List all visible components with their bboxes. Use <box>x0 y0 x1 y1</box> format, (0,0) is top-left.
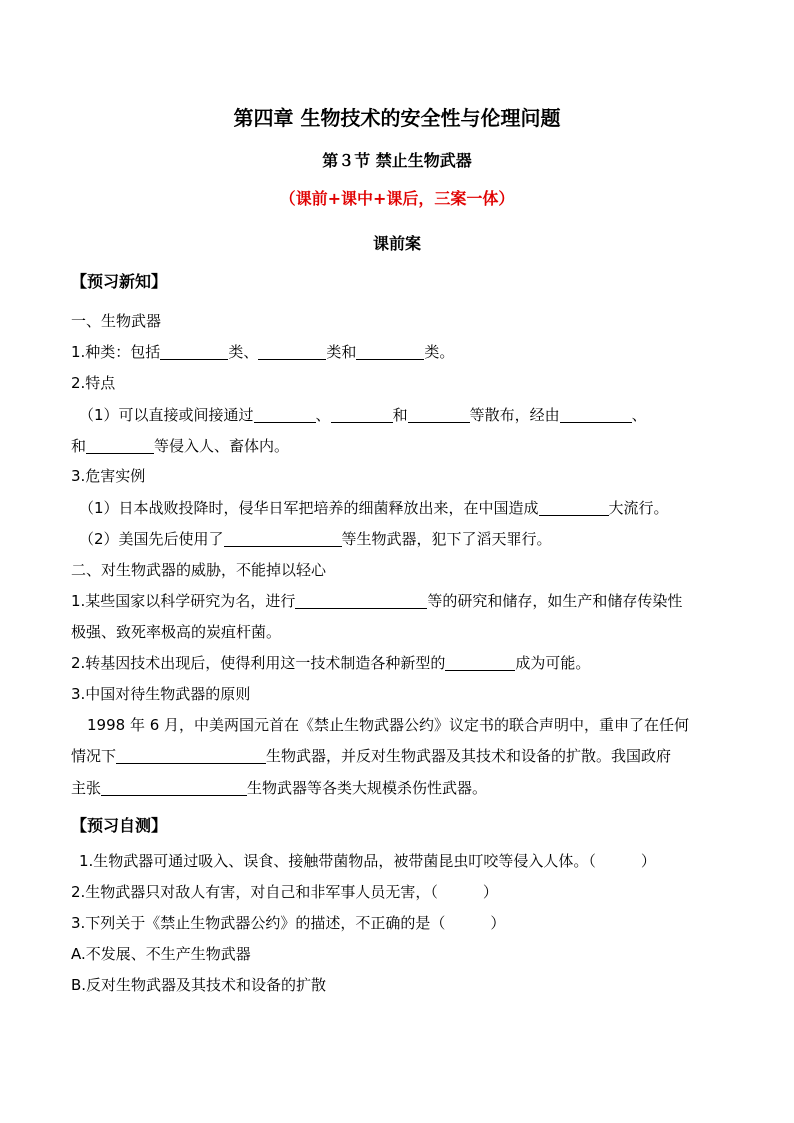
threat-line-2: 极强、致死率极高的炭疽杆菌。 <box>71 623 282 641</box>
principle-line-1: 1998 年 6 月，中美两国元首在《禁止生物武器公约》议定书的联合声明中，重申了在任何 <box>87 716 690 734</box>
question-1: 1.生物武器可通过吸入、误食、接触带菌物品，被带菌昆虫叮咬等侵入人体。（ ） <box>79 852 656 870</box>
option-b[interactable]: B.反对生物武器及其技术和设备的扩散 <box>71 976 327 994</box>
blank-field[interactable] <box>254 407 316 423</box>
blank-field[interactable] <box>560 407 632 423</box>
principle-line-2: 情况下 生物武器，并反对生物武器及其技术和设备的扩散。我国政府 <box>71 747 672 765</box>
principle-line-3: 主张 生物武器等各类大规模杀伤性武器。 <box>71 779 488 797</box>
features-line-1: （1）可以直接或间接通过 、 和 等散布，经由 、 <box>79 406 647 424</box>
question-3: 3.下列关于《禁止生物武器公约》的描述，不正确的是（ ） <box>71 914 506 932</box>
part-title: 课前案 <box>372 234 421 253</box>
preview-heading: 【预习新知】 <box>71 272 168 291</box>
blank-field[interactable] <box>356 344 424 360</box>
blank-field[interactable] <box>408 407 470 423</box>
features-heading: 2.特点 <box>71 374 116 392</box>
blank-field[interactable] <box>224 531 342 547</box>
principle-heading: 3.中国对待生物武器的原则 <box>71 685 251 703</box>
hazard-line-1: （1）日本战败投降时，侵华日军把培养的细菌释放出来，在中国造成 大流行。 <box>79 499 669 517</box>
blank-field[interactable] <box>445 655 515 671</box>
features-line-2: 和 等侵入人、畜体内。 <box>71 437 290 455</box>
chapter-title: 第四章 生物技术的安全性与伦理问题 <box>233 106 561 130</box>
blank-field[interactable] <box>86 438 154 454</box>
blank-field[interactable] <box>160 344 228 360</box>
subtitle: （课前+课中+课后，三案一体） <box>279 189 515 208</box>
section-one-heading: 一、生物武器 <box>71 312 162 330</box>
transgenic-line: 2.转基因技术出现后，使得利用这一技术制造各种新型的 成为可能。 <box>71 654 591 672</box>
section-two-heading: 二、对生物武器的威胁，不能掉以轻心 <box>71 561 327 579</box>
blank-field[interactable] <box>116 748 266 764</box>
hazard-line-2: （2）美国先后使用了 等生物武器，犯下了滔天罪行。 <box>79 530 552 548</box>
blank-field[interactable] <box>539 500 609 516</box>
hazard-heading: 3.危害实例 <box>71 467 146 485</box>
selftest-heading: 【预习自测】 <box>71 816 168 835</box>
blank-field[interactable] <box>258 344 326 360</box>
section-title: 第３节 禁止生物武器 <box>322 151 472 170</box>
blank-field[interactable] <box>101 780 247 796</box>
blank-field[interactable] <box>331 407 393 423</box>
types-line: 1.种类：包括 类、 类和 类。 <box>71 343 455 361</box>
option-a[interactable]: A.不发展、不生产生物武器 <box>71 945 251 963</box>
question-2: 2.生物武器只对敌人有害，对自己和非军事人员无害，（ ） <box>71 883 498 901</box>
threat-line-1: 1.某些国家以科学研究为名，进行 等的研究和储存，如生产和储存传染性 <box>71 592 683 610</box>
blank-field[interactable] <box>295 593 427 609</box>
